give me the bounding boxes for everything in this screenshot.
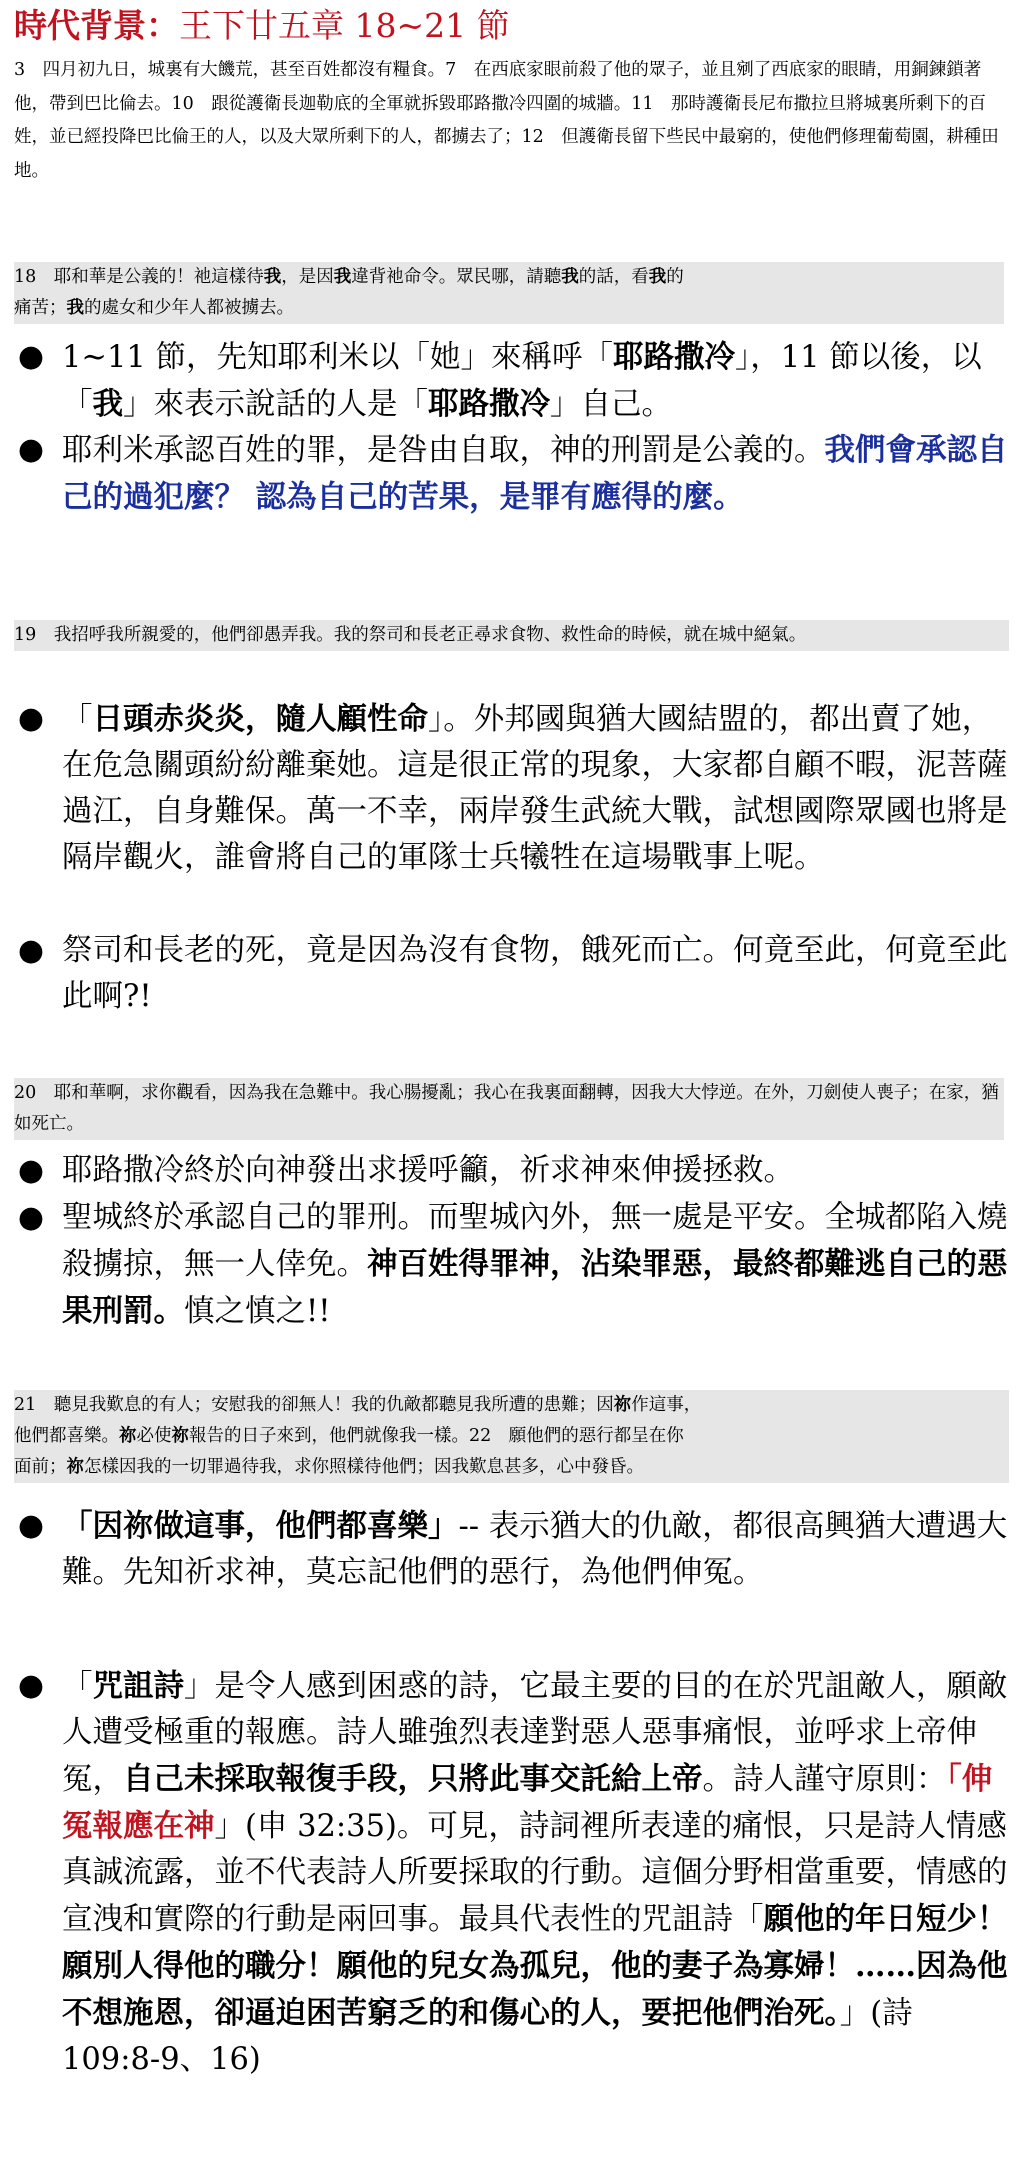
bullet-icon: ●: [17, 1153, 45, 1188]
bullet-icon: ●: [17, 1200, 45, 1235]
list-item: ● 耶利米承認百姓的罪，是咎由自取，神的刑罰是公義的。我們會承認自己的過犯麼？ 認為自己的苦果，是罪有應得的麼。: [14, 427, 1012, 521]
bullet-icon: ●: [17, 1508, 45, 1543]
title-reference: 王下廿五章 18~21 節: [179, 6, 510, 45]
list-item: ● 「咒詛詩」是令人感到困惑的詩，它最主要的目的在於咒詛敵人，願敵人遭受極重的報應。詩人雖強烈表達對惡人惡事痛恨，並呼求上帝伸冤，自己未採取報復手段，只將此事交託給上帝。詩人謹守原則：「伸冤報應在神」(申 32:35)。可見，詩詞裡所表達的痛恨，只是詩人情感真誠流露，並不代表詩人所要採取的行動。這個分野相當重要，情感的宣洩和實際的行動是兩回事。最具代表性的咒詛詩「願他的年日短少！願別人得他的職分！願他的兒女為孤兒，他的妻子為寡婦！……因為他不想施恩，卻逼迫困苦窮乏的和傷心的人，要把他們治死。」(詩 109:8-9、16): [14, 1663, 1012, 2083]
list-item: ● 耶路撒冷終於向神發出求援呼籲，祈求神來伸援拯救。: [14, 1148, 1012, 1194]
list-item: ● 「因祢做這事，他們都喜樂」-- 表示猶大的仇敵，都很高興猶大遭遇大難。先知祈求神，莫忘記他們的惡行，為他們伸冤。: [14, 1503, 1012, 1596]
context-passage: 3 四月初九日，城裏有大饑荒，甚至百姓都沒有糧食。7 在西底家眼前殺了他的眾子，並且剜了西底家的眼睛，用銅鍊鎖著他，帶到巴比倫去。10 跟從護衛長迦勒底的全軍就拆毀耶路撒冷四圍的城牆。11 那時護衛長尼布撒拉旦將城裏所剩下的百姓，並已經投降巴比倫王的人，以及大眾所剩下的人，都擄去了；12 但護衛長留下些民中最窮的，使他們修理葡萄園，耕種田地。: [14, 60, 999, 181]
verse-19: 19 我招呼我所親愛的，他們卻愚弄我。我的祭司和長老正尋求食物、救性命的時候，就在城中絕氣。: [14, 620, 1009, 651]
verse-21-22: 21 聽見我歎息的有人；安慰我的卻無人！我的仇敵都聽見我所遭的患難；因祢作這事， 他們都喜樂。祢必使祢報告的日子來到，他們就像我一樣。22 願他們的惡行都呈在你 面前；祢怎樣因我的一切罪過待我，求你照樣待他們；因我歎息甚多，心中發昏。: [14, 1390, 1009, 1483]
list-item: ● 「日頭赤炎炎，隨人顧性命」。外邦國與猶大國結盟的，都出賣了她，在危急關頭紛紛離棄她。這是很正常的現象，大家都自顧不暇，泥菩薩過江，自身難保。萬一不幸，兩岸發生武統大戰，試想國際眾國也將是隔岸觀火，誰會將自己的軍隊士兵犧牲在這場戰事上呢。: [14, 696, 1012, 881]
bullet-icon: ●: [17, 701, 45, 736]
list-item: ● 聖城終於承認自己的罪刑。而聖城內外，無一處是平安。全城都陷入燒殺擄掠，無一人倖免。神百姓得罪神，沾染罪惡，最終都難逃自己的惡果刑罰。慎之慎之!!: [14, 1195, 1012, 1335]
list-item: ● 1~11 節，先知耶利米以「她」來稱呼「耶路撒冷」，11 節以後，以「我」來表示說話的人是「耶路撒冷」自己。: [14, 334, 1012, 428]
bullet-icon: ●: [17, 1668, 45, 1703]
title-label: 時代背景：: [14, 6, 179, 45]
verse-18: 18 耶和華是公義的！祂這樣待我，是因我違背祂命令。眾民哪，請聽我的話，看我的 痛苦；我的處女和少年人都被擄去。: [14, 262, 1004, 324]
bullet-icon: ●: [17, 933, 45, 968]
bullet-icon: ●: [17, 432, 45, 467]
page-title: [14, 4, 510, 48]
verse-20: 20 耶和華啊，求你觀看，因為我在急難中。我心腸擾亂；我心在我裏面翻轉，因我大大悖逆。在外，刀劍使人喪子；在家，猶如死亡。: [14, 1078, 1004, 1140]
bullet-icon: ●: [17, 339, 45, 374]
list-item: ● 祭司和長老的死，竟是因為沒有食物，餓死而亡。何竟至此，何竟至此此啊?!: [14, 928, 1012, 1020]
